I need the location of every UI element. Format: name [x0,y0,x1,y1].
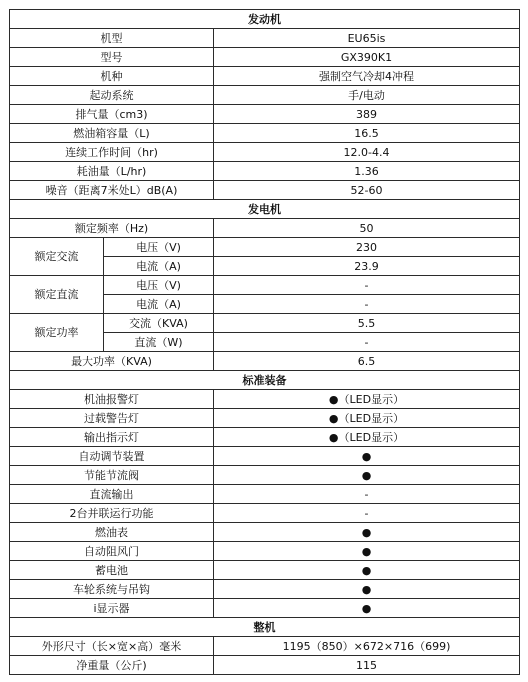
spec-value: ● [214,523,520,542]
table-row [10,409,520,428]
spec-label: 自动阻风门 [10,542,214,561]
spec-label: 节能节流阀 [10,466,214,485]
spec-label: 燃油表 [10,523,214,542]
spec-value: 6.5 [214,352,520,371]
spec-value: - [214,276,520,295]
spec-label: 输出指示灯 [10,428,214,447]
spec-label: 净重量（公斤) [10,656,214,675]
spec-value: 12.0-4.4 [214,143,520,162]
spec-label: 自动调节装置 [10,447,214,466]
spec-value: 115 [214,656,520,675]
spec-value: 1195（850）×672×716（699) [214,637,520,656]
spec-label: 直流输出 [10,485,214,504]
table-row [10,67,520,86]
section-header-row [10,618,520,637]
table-row [10,86,520,105]
table-row [10,276,520,295]
sub-label: 电流（A) [104,295,214,314]
section-header-row [10,200,520,219]
section-title: 标准装备 [10,371,520,390]
table-row [10,181,520,200]
spec-label: 外形尺寸（长×宽×高）毫米 [10,637,214,656]
spec-label: 机油报警灯 [10,390,214,409]
table-row [10,143,520,162]
spec-value: 23.9 [214,257,520,276]
table-row [10,580,520,599]
spec-value: 手/电动 [214,86,520,105]
spec-label: 过载警告灯 [10,409,214,428]
spec-value: ● [214,542,520,561]
table-row [10,238,520,257]
spec-value: - [214,333,520,352]
spec-label: 车轮系统与吊钩 [10,580,214,599]
spec-value: - [214,485,520,504]
table-row [10,352,520,371]
table-row [10,29,520,48]
table-row [10,447,520,466]
table-row [10,219,520,238]
spec-table-body [10,10,520,675]
spec-label: i显示器 [10,599,214,618]
spec-value: ●（LED显示） [214,390,520,409]
spec-label: 最大功率（KVA) [10,352,214,371]
spec-value: - [214,504,520,523]
spec-value: 强制空气冷却4冲程 [214,67,520,86]
spec-value: ● [214,599,520,618]
spec-value: 1.36 [214,162,520,181]
table-row [10,523,520,542]
spec-label: 排气量（cm3) [10,105,214,124]
spec-value: EU65is [214,29,520,48]
group-label: 额定交流 [10,238,104,276]
section-title: 发电机 [10,200,520,219]
table-row [10,561,520,580]
spec-value: - [214,295,520,314]
spec-label: 机种 [10,67,214,86]
section-header-row [10,371,520,390]
sub-label: 交流（KVA) [104,314,214,333]
section-header-row [10,10,520,29]
spec-value: ● [214,447,520,466]
spec-label: 额定频率（Hz) [10,219,214,238]
section-title: 整机 [10,618,520,637]
spec-label: 机型 [10,29,214,48]
spec-value: 389 [214,105,520,124]
spec-label: 连续工作时间（hr) [10,143,214,162]
spec-value: GX390K1 [214,48,520,67]
table-row [10,314,520,333]
table-row [10,599,520,618]
section-title: 发动机 [10,10,520,29]
spec-value: 5.5 [214,314,520,333]
sub-label: 直流（W) [104,333,214,352]
spec-label: 噪音（距离7米处L）dB(A) [10,181,214,200]
spec-label: 燃油箱容量（L) [10,124,214,143]
spec-value: ● [214,561,520,580]
spec-value: 52-60 [214,181,520,200]
spec-label: 2台并联运行功能 [10,504,214,523]
table-row [10,428,520,447]
group-label: 额定功率 [10,314,104,352]
sub-label: 电压（V) [104,276,214,295]
sub-label: 电流（A) [104,257,214,276]
spec-table [9,9,520,675]
table-row [10,637,520,656]
spec-label: 耗油量（L/hr) [10,162,214,181]
table-row [10,504,520,523]
table-row [10,542,520,561]
table-row [10,48,520,67]
spec-value: ●（LED显示） [214,409,520,428]
spec-value: 50 [214,219,520,238]
spec-value: 16.5 [214,124,520,143]
table-row [10,390,520,409]
sub-label: 电压（V) [104,238,214,257]
table-row [10,105,520,124]
table-row [10,656,520,675]
table-row [10,162,520,181]
group-label: 额定直流 [10,276,104,314]
spec-value: ● [214,580,520,599]
table-row [10,466,520,485]
spec-label: 起动系统 [10,86,214,105]
spec-label: 蓄电池 [10,561,214,580]
table-row [10,124,520,143]
table-row [10,485,520,504]
spec-label: 型号 [10,48,214,67]
spec-value: ●（LED显示） [214,428,520,447]
spec-value: 230 [214,238,520,257]
spec-value: ● [214,466,520,485]
